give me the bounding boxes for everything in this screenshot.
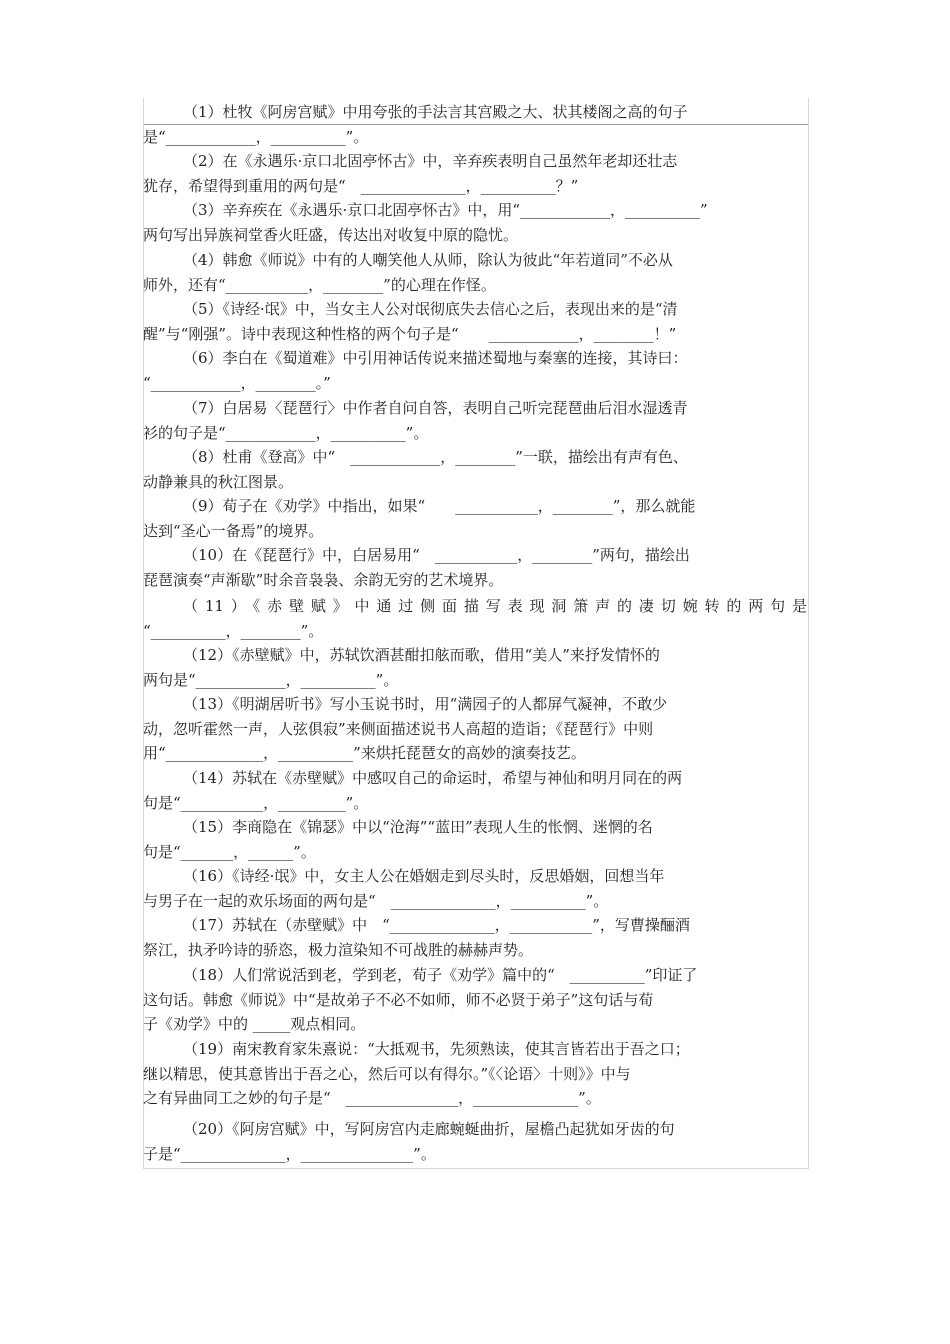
question-continuation: 犹存，希望得到重用的两句是“ ______________，__________？”	[143, 176, 579, 195]
question-continuation: 师外，还有“___________，________”的心理在作怪。	[143, 275, 496, 294]
question-continuation: 子是“______________，_______________”。	[143, 1144, 436, 1163]
question-item	[143, 248, 807, 297]
question-item	[143, 815, 807, 864]
question-item	[143, 913, 807, 962]
question-item	[143, 1117, 807, 1166]
question-item	[143, 198, 807, 247]
question-continuation: 达到“圣心一备焉”的境界。	[143, 521, 324, 540]
question-item	[143, 149, 807, 198]
question-text: （3）辛弃疾在《永遇乐·京口北固亭怀古》中，用“____________，__________”	[183, 201, 708, 219]
question-continuation: 这句话。韩愈《师说》中“是故弟子不必不如师，师不必贤于弟子”这句话与荀	[143, 990, 654, 1009]
question-continuation: 与男子在一起的欢乐场面的两句是“ ______________，__________”。	[143, 891, 609, 910]
question-continuation: 句是“_______，______”。	[143, 842, 316, 861]
question-text: （20）《阿房宫赋》中，写阿房宫内走廊蜿蜒曲折，屋檐凸起犹如牙齿的句	[183, 1120, 675, 1138]
question-item	[143, 643, 807, 692]
question-text: （10）在《琵琶行》中，白居易用“ ___________，________”两句，描绘出	[183, 546, 690, 564]
question-continuation: 继以精思，使其意皆出于吾之心，然后可以有得尔。”《〈论语〉十则》》中与	[143, 1064, 631, 1083]
question-continuation: “__________，________”。	[143, 621, 324, 640]
question-continuation: 动静兼具的秋江图景。	[143, 472, 294, 491]
question-text: （14）苏轼在《赤壁赋》中感叹自己的命运时，希望与神仙和明月同在的两	[183, 769, 683, 787]
question-text: （8）杜甫《登高》中“ ____________，________”一联，描绘出有声有色、	[183, 448, 688, 466]
question-item	[143, 1012, 807, 1037]
question-item	[143, 864, 807, 913]
question-continuation: 琵琶演奏“声渐歇”时余音袅袅、余韵无穷的艺术境界。	[143, 570, 504, 589]
question-item	[143, 396, 807, 445]
question-continuation: 衫的句子是“____________，__________”。	[143, 423, 429, 442]
question-text: （7）白居易〈琵琶行〉中作者自问自答，表明自己听完琵琶曲后泪水湿透青	[183, 399, 688, 417]
question-text: （6）李白在《蜀道难》中引用神话传说来描述蜀地与秦塞的连接，其诗曰：	[183, 349, 688, 367]
question-item	[143, 297, 807, 346]
question-text: （15）李商隐在《锦瑟》中以“沧海”“蓝田”表现人生的怅惘、迷惘的名	[183, 818, 653, 836]
question-continuation: 用“_____________，__________”来烘托琵琶女的高妙的演奏技艺。	[143, 744, 586, 762]
question-continuation: “____________，________。”	[143, 373, 331, 392]
question-continuation: 两句是“____________，__________”。	[143, 670, 399, 689]
question-item	[143, 692, 807, 741]
question-item	[143, 543, 807, 592]
question-item	[143, 346, 807, 395]
question-continuation: 子《劝学》中的 _____观点相同。	[143, 1015, 366, 1033]
question-text: （19）南宋教育家朱熹说：“大抵观书，先须熟读，使其言皆若出于吾之口；	[183, 1040, 690, 1058]
question-continuation: 句是“___________，_________”。	[143, 793, 369, 812]
question-item	[143, 741, 807, 766]
question-continuation: 动，忽听霍然一声，人弦俱寂”来侧面描述说书人高超的造诣；《琵琶行》中则	[143, 719, 654, 738]
question-text: （5）《诗经·氓》中，当女主人公对氓彻底失去信心之后，表现出来的是“清	[183, 300, 678, 318]
question-item	[143, 1086, 807, 1111]
question-continuation: 之有异曲同工之妙的句子是“ _______________，______________”。	[143, 1089, 601, 1107]
question-continuation: 两句写出异族祠堂香火旺盛，传达出对收复中原的隐忧。	[143, 225, 519, 244]
question-text: （13）《明湖居听书》写小玉说书时，用“满园子的人都屏气凝神，不敢少	[183, 695, 668, 713]
question-text: （1）杜牧《阿房宫赋》中用夸张的手法言其宫殿之大、状其楼阁之高的句子	[183, 103, 688, 121]
question-continuation: 祭江，执矛吟诗的骄恣，极力渲染知不可战胜的赫赫声势。	[143, 940, 534, 959]
question-text: （17）苏轼在（赤壁赋》中 “______________，___________”，写曹操酾酒	[183, 916, 690, 934]
question-text: （2）在《永遇乐·京口北固亭怀古》中，辛弃疾表明自己虽然年老却还壮志	[183, 152, 678, 170]
question-item	[143, 494, 807, 543]
question-item	[143, 445, 807, 494]
question-text: （4）韩愈《师说》中有的人嘲笑他人从师，除认为彼此“年若道同”不必从	[183, 251, 673, 269]
question-text: （16）《诗经·氓》中，女主人公在婚姻走到尽头时，反思婚姻，回想当年	[183, 867, 665, 885]
question-item	[143, 1037, 807, 1086]
question-text: （11）《赤壁赋》中通过侧面描写表现洞箫声的凄切婉转的两句是	[183, 597, 807, 615]
question-item	[143, 963, 807, 1012]
question-text: （18）人们常说活到老，学到老，荀子《劝学》篇中的“ __________”印证了	[183, 966, 698, 984]
question-continuation: 醒”与“刚强”。诗中表现这种性格的两个句子是“ ____________，________！”	[143, 324, 677, 343]
question-continuation: 是“____________，__________”。	[143, 127, 369, 146]
question-text: （9）荀子在《劝学》中指出，如果“ ___________，________”，那么就能	[183, 497, 696, 515]
question-item	[143, 594, 807, 643]
question-item	[143, 766, 807, 815]
question-text: （12）《赤壁赋》中，苏轼饮酒甚酣扣舷而歌，借用“美人”来抒发情怀的	[183, 646, 660, 664]
question-item	[143, 100, 807, 149]
